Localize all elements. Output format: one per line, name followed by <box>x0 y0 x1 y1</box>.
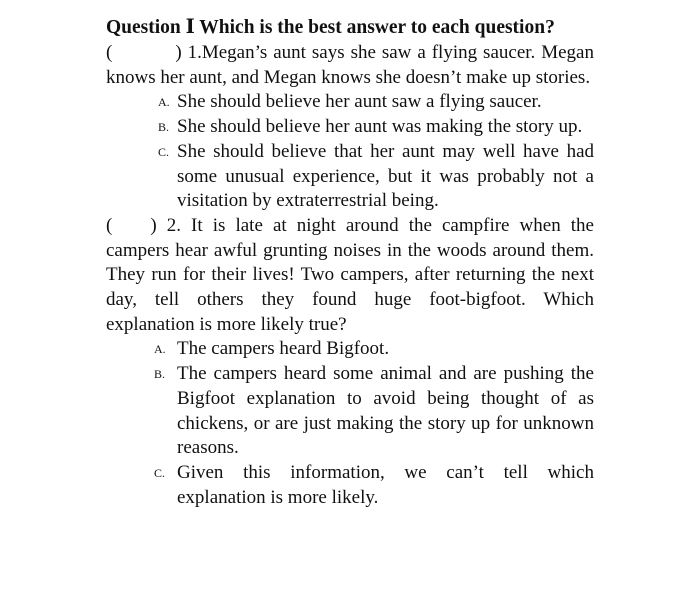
question-1 <box>106 41 594 214</box>
question-1-text: ) 1.Megan’s aunt says she saw a flying saucer. Megan knows her aunt, and Megan knows she doesn’t make up stories. <box>106 42 594 88</box>
question-2-option-b <box>106 362 594 461</box>
question-2-text: ) 2. It is late at night around the campfire when the campers hear awful grunting noises in the woods around them. They run for their lives! Two campers, after returning the next day, tell others they found huge foot-bigfoot. Which explanation is more likely true? <box>106 214 594 335</box>
option-text: The campers heard some animal and are pushing the Bigfoot explanation to avoid being thought of as chickens, or are just making the story up for unknown reasons. <box>177 363 594 459</box>
option-text: She should believe that her aunt may well have had some unusual experience, but it was probably not a visitation by extraterrestrial being. <box>177 140 594 212</box>
option-text: She should believe her aunt was making the story up. <box>177 116 583 138</box>
option-letter: A. <box>158 95 170 110</box>
question-2 <box>106 214 594 510</box>
section-heading: Question Ⅰ Which is the best answer to each question? <box>106 17 555 38</box>
worksheet-page <box>106 16 594 510</box>
option-letter: B. <box>158 120 170 135</box>
question-1-option-c <box>106 140 594 214</box>
question-1-option-b <box>106 115 594 140</box>
option-letter: B. <box>154 367 166 382</box>
option-text: The campers heard Bigfoot. <box>177 338 390 360</box>
option-text: Given this information, we can’t tell which explanation is more likely. <box>177 461 594 508</box>
question-2-option-c <box>106 461 594 510</box>
option-letter: C. <box>158 144 170 159</box>
option-letter: C. <box>154 465 166 480</box>
question-1-option-a <box>106 90 594 115</box>
answer-blank-2-open: ( <box>106 214 113 236</box>
question-2-option-a <box>106 337 594 362</box>
answer-blank-1-open: ( <box>106 42 113 63</box>
question-1-stem <box>106 41 594 90</box>
option-text: She should believe her aunt saw a flying saucer. <box>177 91 542 113</box>
question-2-stem <box>106 214 594 338</box>
option-letter: A. <box>154 342 166 357</box>
